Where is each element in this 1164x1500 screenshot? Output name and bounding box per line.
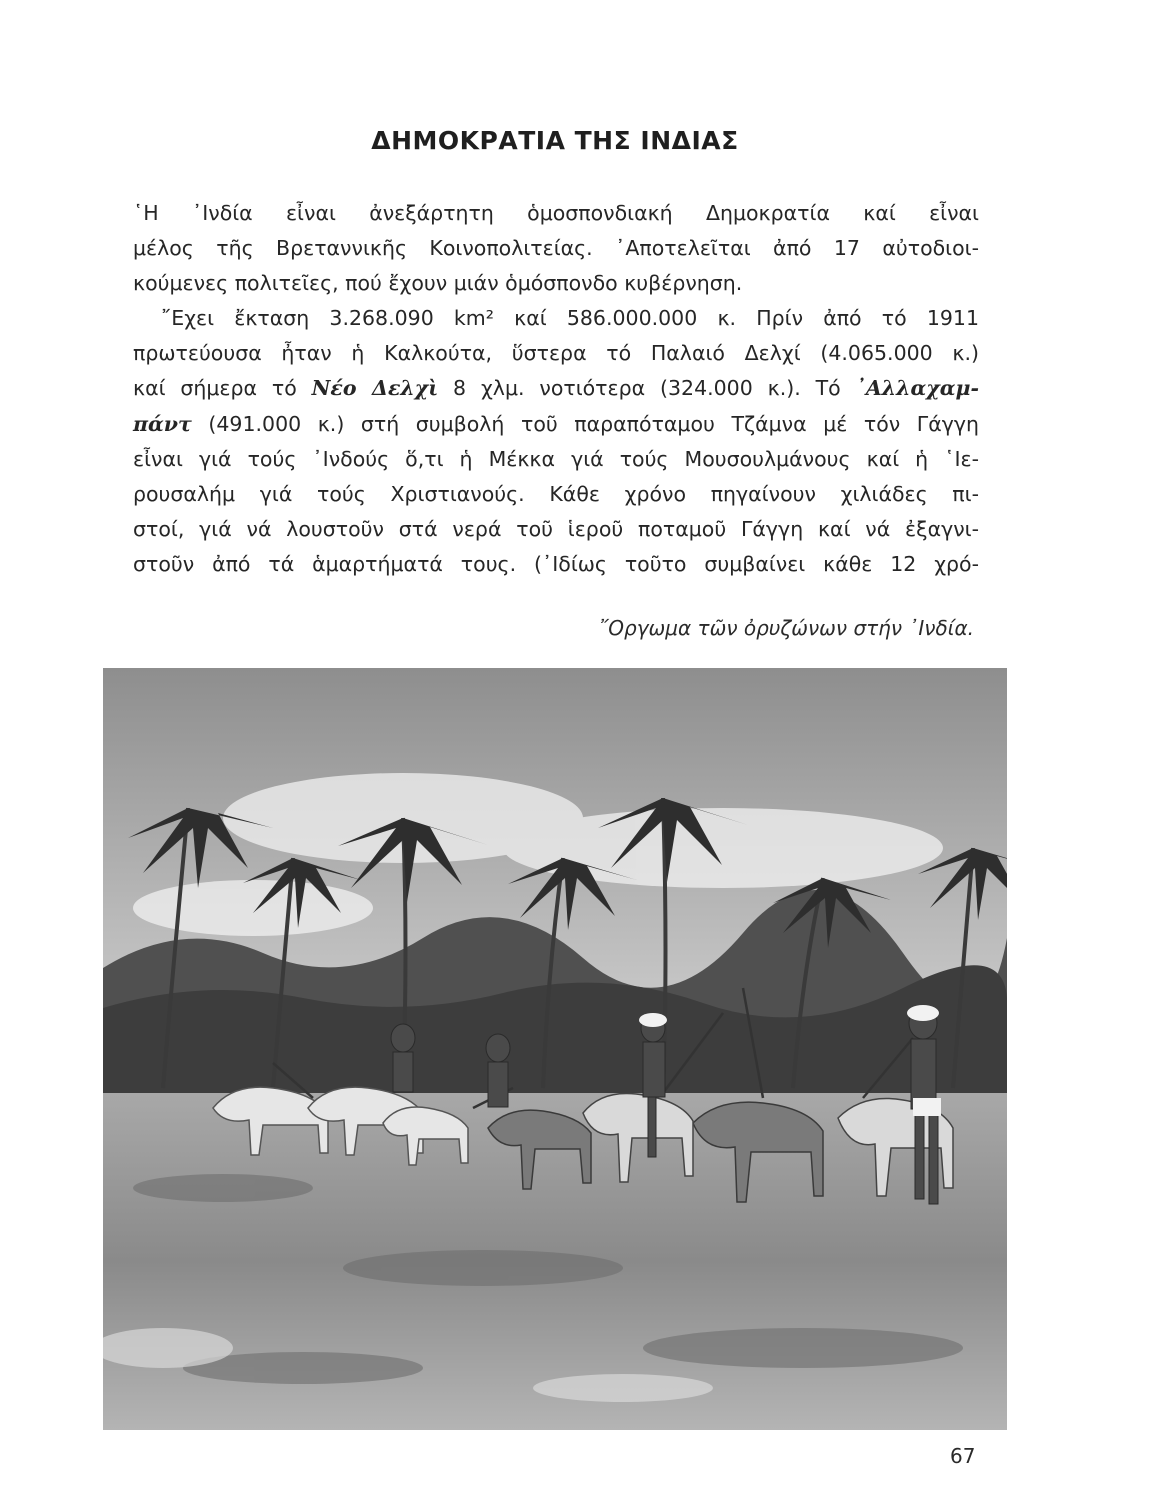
text-line: μέλος τῆς Βρεταννικῆς Κοινοπολιτείας. ᾿Αποτελεῖται ἀπό 17 αὐτοδιοι- — [133, 236, 979, 261]
page-title: ΔΗΜΟΚΡΑΤΙΑ ΤΗΣ ΙΝΔΙΑΣ — [371, 126, 739, 155]
text-line: πρωτεύουσα ἦταν ἡ Καλκούτα, ὕστερα τό Παλαιό Δελχί (4.065.000 κ.) — [133, 341, 979, 366]
text-line: κούμενες πολιτεῖες, πού ἔχουν μιάν ὁμόσπονδο κυβέρνηση. — [133, 271, 743, 296]
place-name-allahabad-cont: πάντ — [133, 411, 192, 436]
text-line: ρουσαλήμ γιά τούς Χριστιανούς. Κάθε χρόνο πηγαίνουν χιλιάδες πι- — [133, 481, 979, 506]
place-name-allahabad: ᾿Αλλαχαμ- — [855, 376, 980, 401]
text-line: στοί, γιά νά λουστοῦν στά νερά τοῦ ἱεροῦ ποταμοῦ Γάγγη καί νά ἐξαγνι- — [133, 516, 979, 541]
body-text — [133, 196, 979, 582]
photo-plowing-rice-fields — [103, 668, 1007, 1430]
text-run: καί σήμερα τό — [133, 376, 312, 401]
page-number: 67 — [950, 1444, 976, 1468]
text-line-mixed — [133, 407, 979, 442]
text-line: στοῦν ἀπό τά ἁμαρτήματά τους. (᾿Ιδίως τοῦτο συμβαίνει κάθε 12 χρό- — [133, 551, 979, 576]
text-line: εἶναι γιά τούς ᾿Ινδούς ὅ,τι ἡ Μέκκα γιά τούς Μουσουλμάνους καί ἡ ῾Ιε- — [133, 446, 979, 471]
text-line: ῎Εχει ἔκταση 3.268.090 km² καί 586.000.000 κ. Πρίν ἀπό τό 1911 — [161, 306, 979, 331]
photo-caption: ῎Οργωμα τῶν ὀρυζώνων στήν ᾿Ινδία. — [598, 616, 974, 640]
text-line-mixed — [133, 371, 979, 406]
text-line: ῾Η ᾿Ινδία εἶναι ἀνεξάρτητη ὁμοσπονδιακή Δημοκρατία καί εἶναι — [133, 201, 979, 225]
text-run: 8 χλμ. νοτιότερα (324.000 κ.). Τό — [438, 376, 856, 401]
place-name-new-delhi: Νέο Δελχὶ — [311, 376, 439, 401]
text-run: (491.000 κ.) στή συμβολή τοῦ παραπόταμου Τζάμνα μέ τόν Γάγγη — [191, 411, 979, 436]
